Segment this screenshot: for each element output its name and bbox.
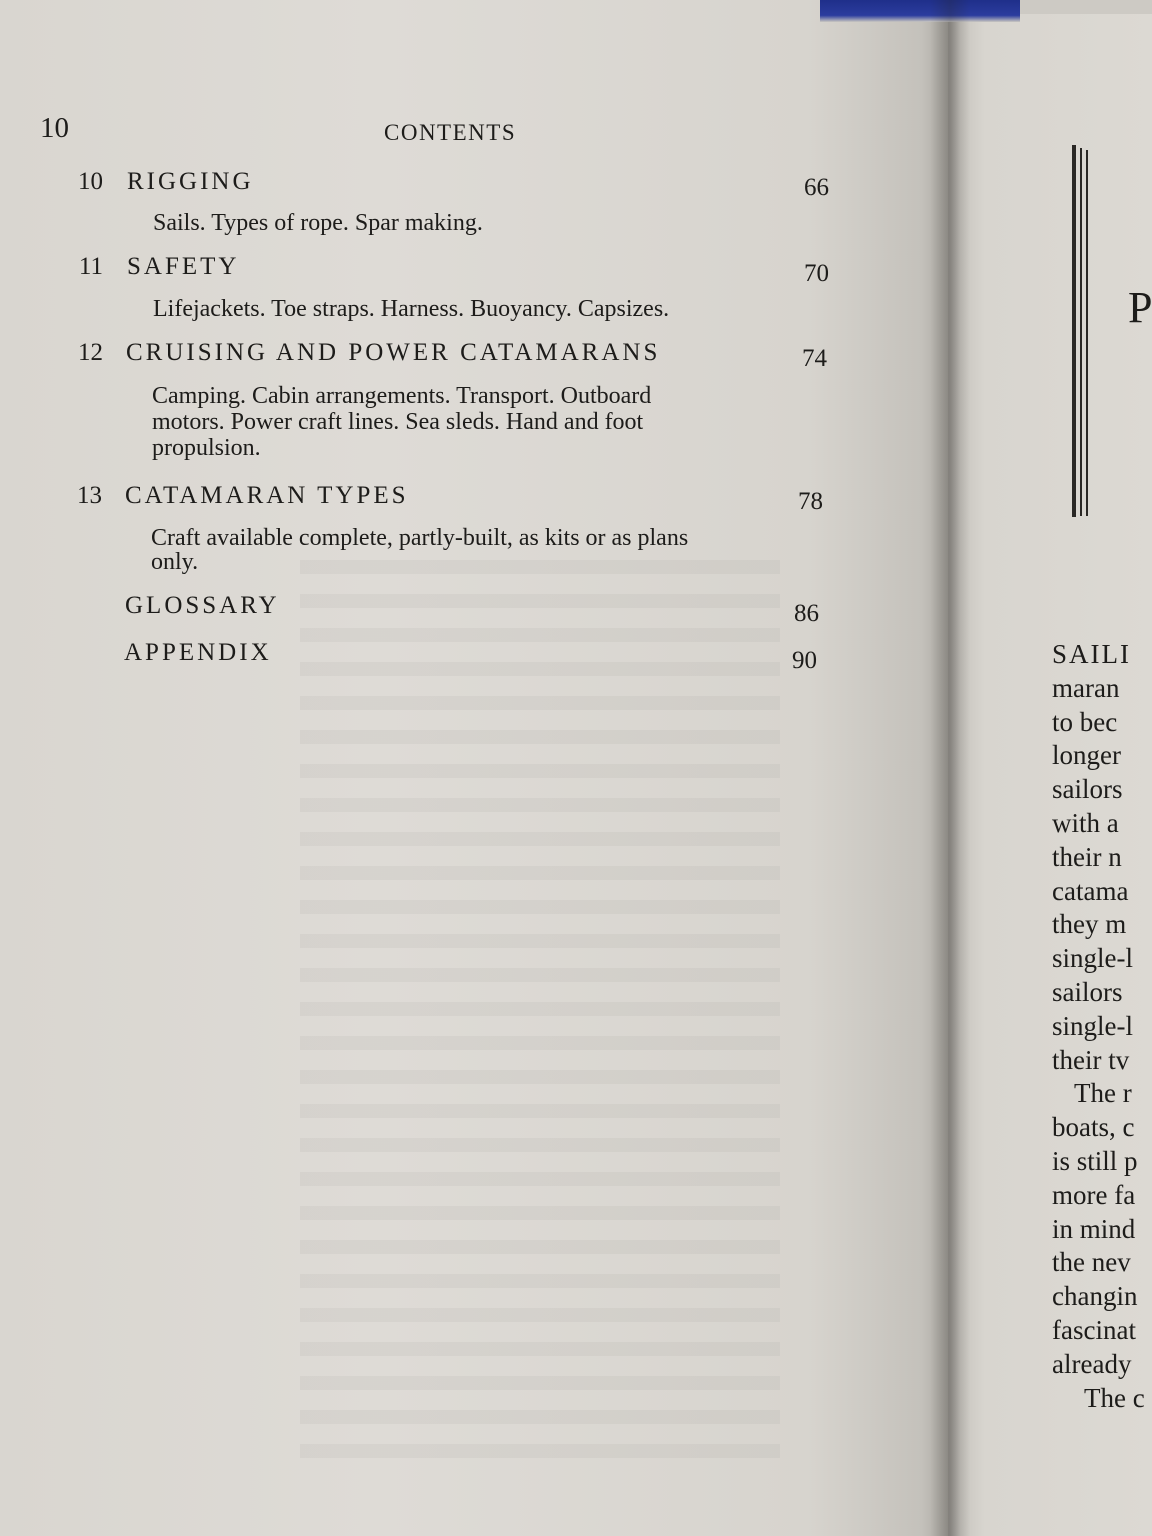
- text-line: to bec: [1052, 706, 1118, 737]
- entry-page: 90: [792, 647, 817, 674]
- text-line: sailors: [1052, 774, 1123, 805]
- text-line: in mind: [1052, 1213, 1136, 1244]
- decorative-rule: [1072, 145, 1076, 517]
- entry-title: RIGGING: [127, 168, 254, 195]
- text-line: longer: [1052, 740, 1121, 771]
- decorative-rule: [1086, 150, 1088, 516]
- entry-number: 12: [78, 339, 103, 366]
- entry-description: Lifejackets. Toe straps. Harness. Buoyancy. Capsizes.: [153, 296, 670, 322]
- book-gutter: [930, 0, 970, 1536]
- entry-page: 78: [798, 488, 823, 515]
- entry-number: 13: [77, 482, 102, 509]
- page-number: 10: [40, 112, 69, 144]
- text-line: single-l: [1052, 1010, 1133, 1041]
- entry-description: propulsion.: [152, 435, 261, 461]
- entry-number: 10: [78, 168, 103, 195]
- text-line: The r: [1074, 1078, 1132, 1109]
- right-page-body-text: [1052, 638, 1152, 1415]
- text-line: with a: [1052, 807, 1119, 838]
- entry-page: 66: [804, 174, 829, 201]
- text-line: their tv: [1052, 1044, 1130, 1075]
- chapter-heading-letter: P: [1128, 283, 1152, 332]
- text-line: more fa: [1052, 1179, 1136, 1210]
- entry-description: only.: [151, 549, 199, 575]
- entry-page: 86: [794, 600, 819, 627]
- text-line: single-l: [1052, 943, 1133, 974]
- text-line: the nev: [1052, 1247, 1131, 1278]
- entry-title: CATAMARAN TYPES: [125, 482, 409, 509]
- entry-title-appendix: APPENDIX: [124, 639, 272, 666]
- entry-description: Sails. Types of rope. Spar making.: [153, 210, 483, 236]
- text-line: their n: [1052, 841, 1122, 872]
- show-through-shadow: [300, 560, 780, 1460]
- text-line: The c: [1084, 1382, 1145, 1413]
- entry-page: 70: [804, 260, 829, 287]
- entry-page: 74: [802, 345, 827, 372]
- entry-number: 11: [78, 253, 103, 280]
- text-line: maran: [1052, 672, 1120, 703]
- entry-title: CRUISING AND POWER CATAMARANS: [126, 339, 661, 366]
- text-line: catama: [1052, 875, 1129, 906]
- text-line: sailors: [1052, 976, 1123, 1007]
- text-line: already: [1052, 1348, 1132, 1379]
- text-line: fascinat: [1052, 1314, 1136, 1345]
- running-head: CONTENTS: [384, 120, 517, 145]
- text-line: SAILI: [1052, 639, 1131, 669]
- entry-title-glossary: GLOSSARY: [125, 592, 280, 619]
- entry-description: Craft available complete, partly-built, as kits or as plans: [151, 525, 689, 551]
- text-line: is still p: [1052, 1145, 1138, 1176]
- entry-description: motors. Power craft lines. Sea sleds. Hand and foot: [152, 409, 644, 435]
- text-line: changin: [1052, 1281, 1138, 1312]
- entry-description: Camping. Cabin arrangements. Transport. Outboard: [152, 383, 652, 409]
- entry-title: SAFETY: [127, 253, 240, 280]
- text-line: they m: [1052, 909, 1127, 940]
- text-line: boats, c: [1052, 1112, 1135, 1143]
- decorative-rule: [1080, 148, 1082, 516]
- book-cover-edge: [820, 0, 1020, 22]
